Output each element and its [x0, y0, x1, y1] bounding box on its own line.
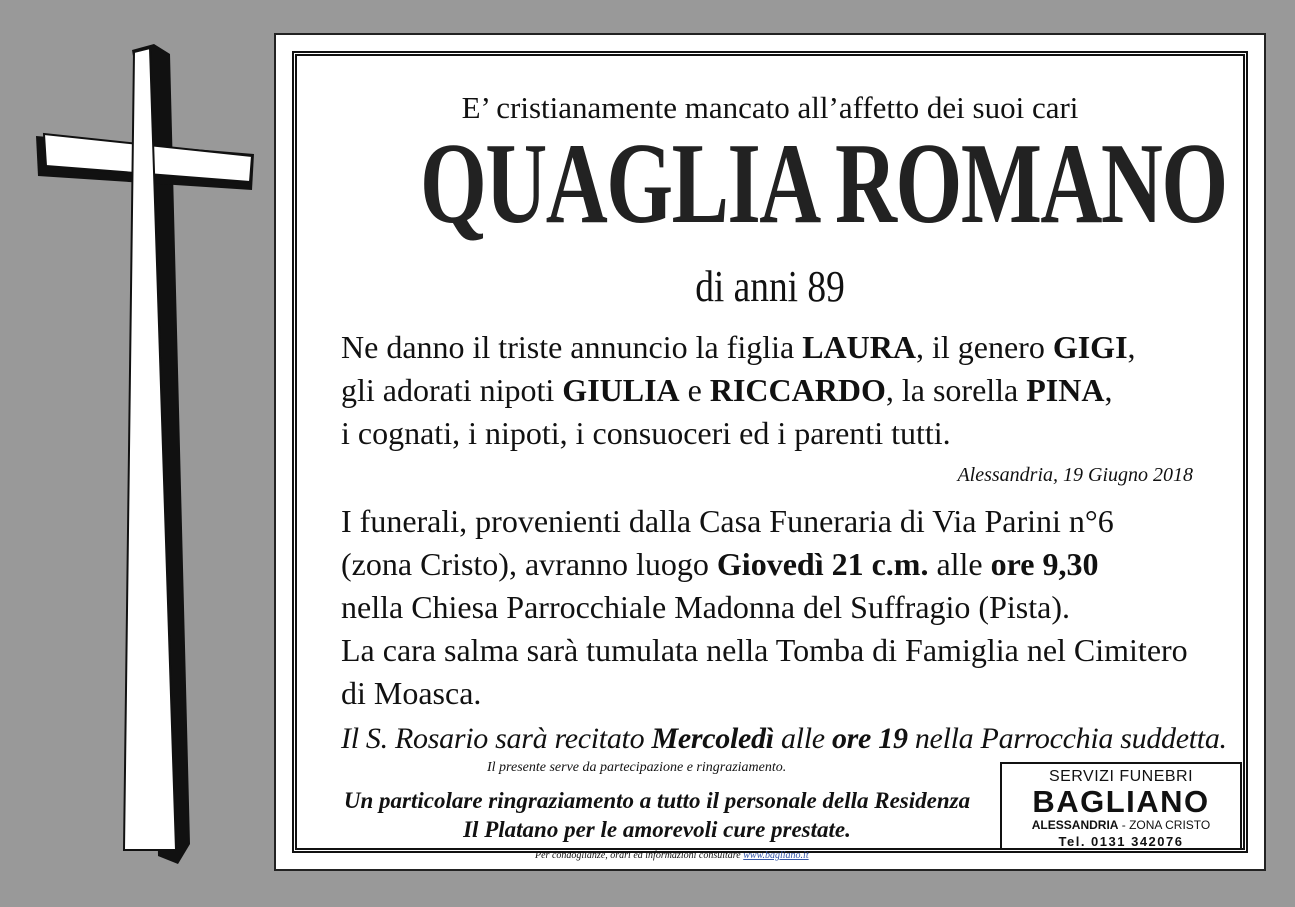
deceased-age: di anni 89: [695, 262, 845, 311]
rosary-line: Il S. Rosario sarà recitato Mercoledì alle ore 19 nella Parrocchia suddetta.: [341, 722, 1227, 755]
announcement-line: Ne danno il triste annuncio la figlia LAURA, il genero GIGI,: [341, 329, 1136, 365]
announcement-line: i cognati, i nipoti, i consuoceri ed i parenti tutti.: [341, 415, 951, 451]
funeral-paragraph: [341, 500, 1188, 715]
logo-location: ALESSANDRIA - ZONA CRISTO: [1031, 818, 1211, 832]
notice-frame: [292, 51, 1248, 861]
funeral-line: I funerali, provenienti dalla Casa Funeraria di Via Parini n°6: [341, 503, 1114, 539]
obituary-notice: [274, 33, 1266, 871]
announcement-line: gli adorati nipoti GIULIA e RICCARDO, la sorella PINA,: [341, 372, 1113, 408]
intro-text: E’ cristianamente mancato all’affetto dei suoi cari: [461, 90, 1079, 125]
cross-icon: [30, 44, 260, 864]
funeral-line: La cara salma sarà tumulata nella Tomba di Famiglia nel Cimitero: [341, 632, 1188, 668]
deceased-name: QUAGLIA ROMANO: [419, 120, 1227, 248]
notice-date: Alessandria, 19 Giugno 2018: [957, 464, 1193, 486]
funeral-line: nella Chiesa Parrocchiale Madonna del Suffragio (Pista).: [341, 589, 1070, 625]
announcement-paragraph: [341, 326, 1136, 455]
logo-subtitle: SERVIZI FUNEBRI: [1048, 768, 1194, 785]
thanks-text: [327, 786, 987, 844]
logo-phone: Tel. 0131 342076: [1058, 834, 1184, 849]
funeral-line: di Moasca.: [341, 675, 482, 711]
logo-name: BAGLIANO: [1032, 784, 1210, 819]
funeral-home-logo: [1000, 762, 1242, 850]
thanks-line: Il Platano per le amorevoli cure prestate.: [463, 817, 851, 842]
website-link[interactable]: www.bagliano.it: [743, 850, 809, 861]
participation-note: Il presente serve da partecipazione e ringraziamento.: [487, 760, 787, 775]
funeral-line: (zona Cristo), avranno luogo Giovedì 21 c.m. alle ore 9,30: [341, 546, 1099, 582]
thanks-line: Un particolare ringraziamento a tutto il personale della Residenza: [343, 788, 971, 813]
contact-note: Per condoglianze, orari ed informazioni consultare www.bagliano.it: [535, 850, 809, 861]
